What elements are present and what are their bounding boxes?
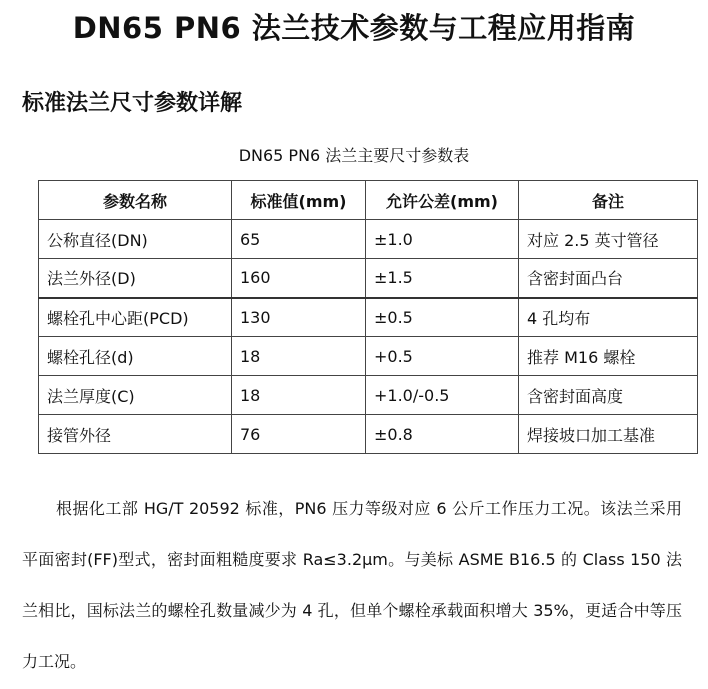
header-standard-value: 标准值(mm) (232, 181, 366, 220)
cell-param-name: 法兰外径(D) (39, 259, 232, 298)
section-heading: 标准法兰尺寸参数详解 (22, 91, 243, 116)
table-row (39, 220, 698, 259)
cell-param-name: 法兰厚度(C) (39, 376, 232, 415)
table-header-row (39, 181, 698, 220)
cell-standard-value: 18 (232, 376, 366, 415)
body-paragraph: 根据化工部 HG/T 20592 标准，PN6 压力等级对应 6 公斤工作压力工况。该法兰采用平面密封(FF)型式，密封面粗糙度要求 Ra≤3.2μm。与美标 ASME B16.5 的 Class 150 法兰相比，国标法兰的螺栓孔数量减少为 4 孔，但单个螺栓承载面积增大 35%，更适合中等压力工况。 (22, 499, 682, 671)
cell-tolerance: ±1.5 (366, 259, 519, 298)
cell-standard-value: 18 (232, 337, 366, 376)
cell-tolerance: +0.5 (366, 337, 519, 376)
cell-standard-value: 76 (232, 415, 366, 454)
cell-param-name: 螺栓孔径(d) (39, 337, 232, 376)
cell-param-name: 接管外径 (39, 415, 232, 454)
cell-remarks: 4 孔均布 (519, 298, 698, 337)
cell-tolerance: ±0.8 (366, 415, 519, 454)
cell-remarks: 焊接坡口加工基准 (519, 415, 698, 454)
table-row (39, 337, 698, 376)
table-caption: DN65 PN6 法兰主要尺寸参数表 (238, 146, 470, 165)
cell-remarks: 对应 2.5 英寸管径 (519, 220, 698, 259)
cell-standard-value: 160 (232, 259, 366, 298)
page-title: DN65 PN6 法兰技术参数与工程应用指南 (72, 11, 636, 45)
header-remarks: 备注 (519, 181, 698, 220)
table-row (39, 415, 698, 454)
cell-tolerance: ±0.5 (366, 298, 519, 337)
header-tolerance: 允许公差(mm) (366, 181, 519, 220)
cell-tolerance: +1.0/-0.5 (366, 376, 519, 415)
table-row (39, 259, 698, 298)
cell-standard-value: 130 (232, 298, 366, 337)
cell-standard-value: 65 (232, 220, 366, 259)
table-row (39, 298, 698, 337)
cell-param-name: 公称直径(DN) (39, 220, 232, 259)
cell-remarks: 含密封面凸台 (519, 259, 698, 298)
cell-remarks: 推荐 M16 螺栓 (519, 337, 698, 376)
table-row (39, 376, 698, 415)
cell-remarks: 含密封面高度 (519, 376, 698, 415)
flange-dimension-table (38, 180, 698, 454)
header-param-name: 参数名称 (39, 181, 232, 220)
cell-param-name: 螺栓孔中心距(PCD) (39, 298, 232, 337)
cell-tolerance: ±1.0 (366, 220, 519, 259)
